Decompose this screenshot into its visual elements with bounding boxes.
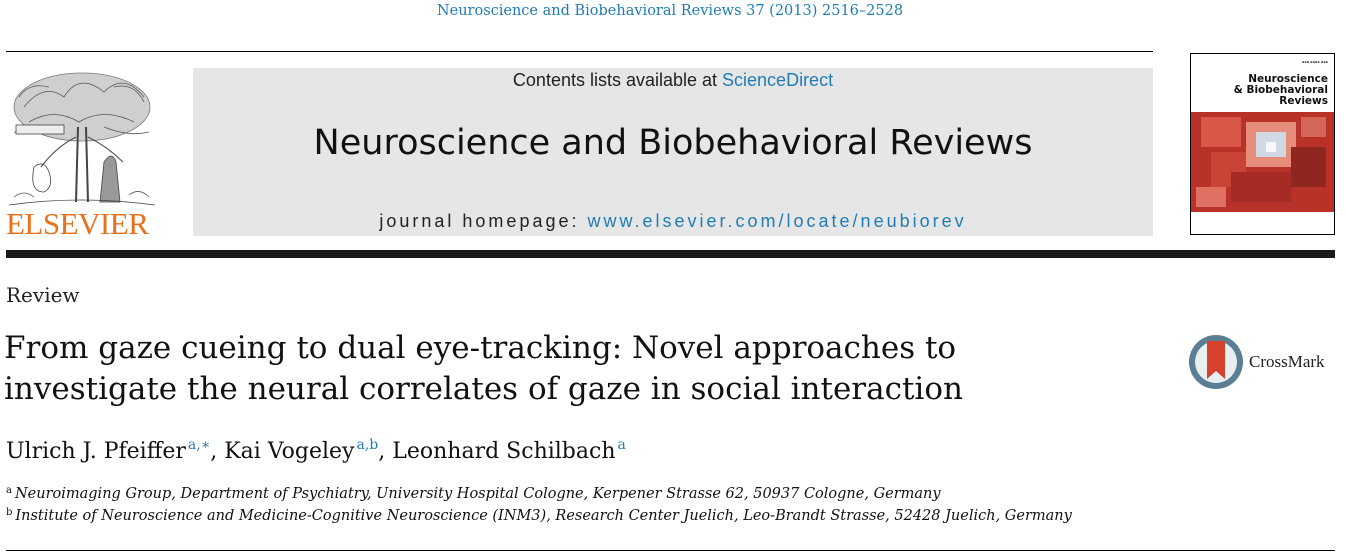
cover-artwork — [1191, 112, 1334, 212]
cover-title-line: & Biobehavioral — [1233, 84, 1328, 96]
author-affiliation-marks[interactable]: a — [617, 437, 626, 453]
author-name[interactable]: Leonhard Schilbach — [392, 439, 616, 464]
contents-line — [193, 70, 1153, 91]
homepage-prefix: journal homepage: — [379, 211, 588, 231]
affiliation-text: Institute of Neuroscience and Medicine-Cognitive Neuroscience (INM3), Research Center Juelich, Leo-Brandt Strasse, 52428 Juelich, Germany — [15, 508, 1072, 524]
journal-banner — [193, 68, 1153, 236]
cover-meta: ▪▪▪ ▪▪▪▪ ▪▪▪ — [1302, 60, 1328, 64]
journal-citation[interactable]: Neuroscience and Biobehavioral Reviews 37 (2013) 2516–2528 — [436, 3, 904, 19]
title-line: investigate the neural correlates of gaze in social interaction — [4, 371, 963, 407]
author-list — [6, 437, 626, 464]
cover-title-line: Neuroscience — [1248, 73, 1328, 85]
bottom-divider — [6, 550, 1335, 551]
cover-title-line: Reviews — [1279, 95, 1328, 107]
article-title — [4, 328, 1154, 410]
contents-prefix: Contents lists available at — [512, 70, 723, 90]
affiliation-label: a — [6, 485, 12, 496]
journal-homepage-link[interactable]: www.elsevier.com/locate/neubiorev — [587, 211, 967, 231]
top-divider — [6, 51, 1153, 52]
homepage-line — [193, 211, 1153, 232]
author-name[interactable]: Kai Vogeley — [224, 439, 355, 464]
author-affiliation-marks[interactable]: a,b — [356, 437, 379, 453]
author-separator: , — [378, 439, 393, 464]
title-line: From gaze cueing to dual eye-tracking: Novel approaches to — [4, 330, 957, 366]
affiliation-label: b — [6, 507, 13, 518]
affiliation-a — [6, 485, 941, 502]
author-name[interactable]: Ulrich J. Pfeiffer — [6, 439, 186, 464]
article-type: Review — [6, 283, 80, 307]
header-thick-divider — [6, 250, 1335, 258]
crossmark-icon — [1187, 333, 1245, 391]
author-separator: , — [210, 439, 225, 464]
crossmark-label: CrossMark — [1249, 352, 1325, 371]
affiliation-text: Neuroimaging Group, Department of Psychiatry, University Hospital Cologne, Kerpener Strasse 62, 50937 Cologne, Germany — [14, 486, 941, 502]
affiliation-b — [6, 507, 1072, 524]
journal-title: Neuroscience and Biobehavioral Reviews — [313, 123, 1033, 163]
cover-title — [1234, 74, 1328, 107]
author-affiliation-marks[interactable]: a,∗ — [187, 437, 211, 453]
journal-cover-thumbnail[interactable] — [1190, 53, 1335, 235]
elsevier-wordmark: ELSEVIER — [6, 206, 149, 241]
crossmark-button[interactable] — [1187, 333, 1337, 391]
sciencedirect-link[interactable]: ScienceDirect — [722, 70, 834, 90]
